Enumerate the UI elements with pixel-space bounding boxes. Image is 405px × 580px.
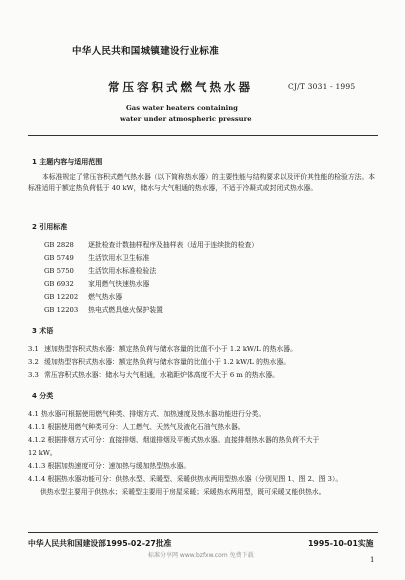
implementation-date: 1995-10-01实施 — [308, 539, 374, 548]
english-title-line1: Gas water heaters containing — [126, 104, 238, 112]
reference-name: 生活饮用水卫生标准 — [88, 254, 150, 262]
reference-row — [44, 239, 258, 249]
reference-row — [44, 304, 163, 314]
section-1-paragraph: 本标准规定了常压容积式燃气热水器（以下简称热水器）的主要性能与结构要求以及评价其性能的检验方法。本标准适用于额定热负荷低于 40 kW，储水与大气相通的热水器，不适于冷凝式或封闭式热水器。 — [28, 173, 376, 192]
definition-row — [28, 356, 378, 366]
definition-number: 3.3 — [28, 371, 39, 379]
section-1-heading: 1 主题内容与适用范围 — [32, 158, 103, 166]
definition-text: 速加热型容积式热水器：额定热负荷与储水容量的比值不小于 1.2 kW/L 的热水器。 — [44, 345, 297, 353]
page-number: 1 — [370, 556, 375, 564]
reference-code: GB 5749 — [44, 254, 74, 262]
definition-text: 常压容积式热水器：储水与大气相通，水箱距炉体高度不大于 6 m 的热水器。 — [44, 371, 279, 379]
section-2-heading: 2 引用标准 — [32, 223, 68, 231]
reference-code: GB 5750 — [44, 267, 74, 275]
standard-category: 中华人民共和国城镇建设行业标准 — [72, 46, 220, 57]
reference-code: GB 2828 — [44, 241, 74, 249]
reference-name: 生活饮用水标准检验法 — [88, 267, 157, 275]
watermark: 标准分享网 www.bzfxw.com 免费下载 — [148, 552, 254, 559]
reference-name: 逐批检查计数抽样程序及抽样表（适用于连续批的检查） — [88, 241, 259, 249]
clause-4-1-3: 4.1.3 根据加热速度可分：速加热与缓加热型热水器。 — [28, 462, 191, 470]
definition-text: 缓加热型容积式热水器：额定热负荷与储水容量的比值小于 1.2 kW/L 的热水器。 — [44, 358, 291, 366]
english-title-line2: water under atmospheric pressure — [120, 115, 252, 123]
reference-name: 燃气热水器 — [88, 293, 123, 301]
reference-code: GB 6932 — [44, 280, 74, 288]
reference-name: 家用燃气快速热水器 — [88, 280, 150, 288]
reference-code: GB 12202 — [44, 293, 79, 301]
definition-number: 3.1 — [28, 345, 39, 353]
reference-row — [44, 265, 156, 275]
reference-code: GB 12203 — [44, 306, 79, 314]
clause-4-1: 4.1 热水器可根据使用燃气种类、排烟方式、加热速度及热水器功能进行分类。 — [28, 410, 266, 418]
reference-row — [44, 252, 149, 262]
clause-4-1-4: 4.1.4 根据热水器功能可分：供热水型、采暖型、采暖供热水两用型热水器（分别见图 1、图 2、图 3）。 — [28, 475, 343, 483]
reference-name: 热电式燃具熄火保护装置 — [88, 306, 163, 314]
reference-row — [44, 291, 122, 301]
issued-by: 中华人民共和国建设部1995-02-27批准 — [28, 539, 172, 548]
standard-code: CJ/T 3031 - 1995 — [288, 82, 356, 91]
clause-4-1-4-continued: 供热水型主要用于供热水；采暖型主要用于房屋采暖；采暖热水两用型，既可采暖又能供热水。 — [40, 488, 326, 496]
clause-4-1-2: 4.1.2 根据排烟方式可分：直接排烟、烟道排烟及平衡式热水器。直接排烟热水器的热负荷不大于 — [28, 436, 320, 444]
document-title: 常压容积式燃气热水器 — [108, 80, 253, 94]
definition-row — [28, 369, 378, 379]
section-3-heading: 3 术语 — [32, 327, 54, 335]
clause-4-1-2-continued: 12 kW。 — [28, 449, 57, 457]
clause-4-1-1: 4.1.1 根据使用燃气种类可分：人工燃气、天然气及液化石油气热水器。 — [28, 423, 245, 431]
definition-number: 3.2 — [28, 358, 39, 366]
header-divider — [28, 135, 378, 136]
footer-divider — [28, 532, 378, 533]
section-4-heading: 4 分类 — [32, 392, 54, 400]
definition-row — [28, 343, 378, 353]
reference-row — [44, 278, 149, 288]
